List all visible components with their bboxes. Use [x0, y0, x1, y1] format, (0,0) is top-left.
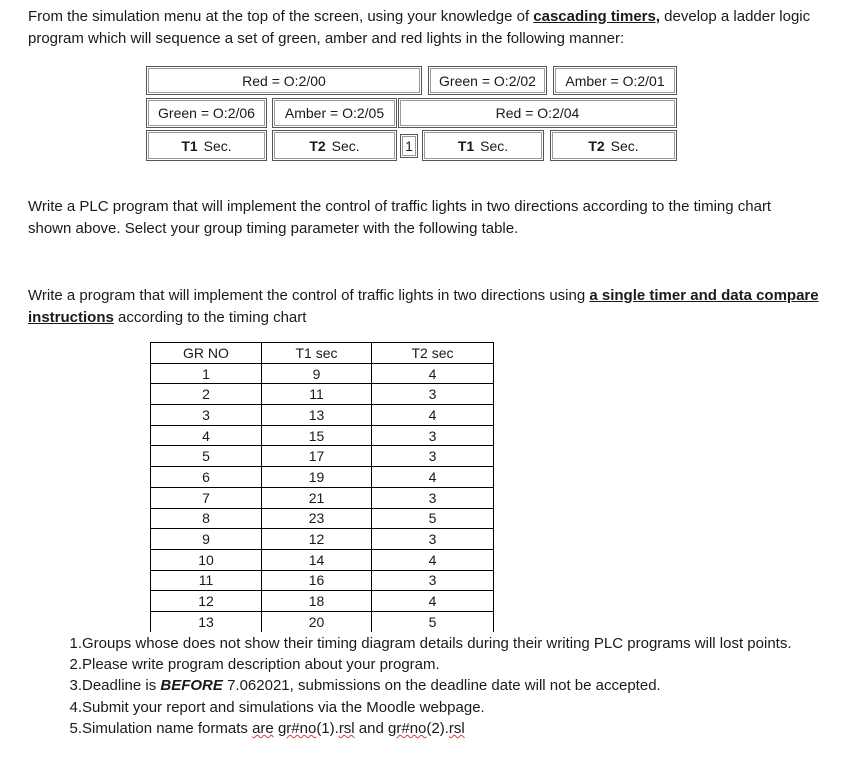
table-row	[151, 611, 494, 631]
cell-t1: 13	[262, 405, 372, 426]
task-line-1: Write a PLC program that will implement the control of traffic lights in two directions according to the timing chart	[28, 198, 772, 215]
row3-t1-b	[422, 130, 544, 161]
row3-t2-a	[272, 130, 397, 161]
group-timing-table	[150, 342, 494, 632]
cell-t2: 4	[372, 549, 494, 570]
before-emphasis: BEFORE	[160, 677, 223, 695]
note-2	[28, 654, 792, 675]
cell-t1: 23	[262, 508, 372, 529]
cell-t1: 16	[262, 570, 372, 591]
header-gr-no: GR NO	[151, 343, 262, 364]
cell-gr-no: 12	[151, 591, 262, 612]
task2-line-1	[28, 285, 819, 307]
note-text: Simulation name formats	[82, 719, 253, 737]
table-row	[151, 384, 494, 405]
t2-label: T2	[588, 137, 605, 154]
header-t1: T1 sec	[262, 343, 372, 364]
task2-line-2	[28, 307, 819, 329]
cell-gr-no: 2	[151, 384, 262, 405]
cell-t1: 9	[262, 363, 372, 384]
cell-t1: 18	[262, 591, 372, 612]
cell-gr-no: 9	[151, 529, 262, 550]
cell-t1: 11	[262, 384, 372, 405]
row2-red: Red = O:2/04	[398, 98, 677, 128]
table-row	[151, 487, 494, 508]
table-row	[151, 405, 494, 426]
row3-t2-b	[550, 130, 677, 161]
table-row	[151, 549, 494, 570]
cell-t1: 14	[262, 549, 372, 570]
cell-t2: 3	[372, 570, 494, 591]
notes-list	[28, 633, 792, 739]
cell-t1: 12	[262, 529, 372, 550]
t1-label: T1	[181, 137, 198, 154]
row1-green: Green = O:2/02	[428, 66, 547, 95]
note-number: 2.	[69, 656, 82, 674]
note-text: Deadline is	[82, 677, 161, 695]
cell-gr-no: 1	[151, 363, 262, 384]
cell-t2: 5	[372, 508, 494, 529]
t2-label: T2	[309, 137, 326, 154]
task-paragraph-2	[28, 285, 819, 329]
row2-green: Green = O:2/06	[146, 98, 267, 128]
word-and: and	[354, 719, 389, 737]
note-number: 3.	[69, 677, 82, 695]
table-row	[151, 570, 494, 591]
cell-gr-no: 7	[151, 487, 262, 508]
row1-red: Red = O:2/00	[146, 66, 422, 95]
task-paragraph-1	[28, 196, 771, 240]
task2-text-2: according to the timing chart	[113, 309, 307, 326]
cell-t1: 21	[262, 487, 372, 508]
intro-paragraph	[28, 6, 810, 50]
single-timer-emphasis: a single timer and data compare	[589, 287, 819, 304]
cell-gr-no: 8	[151, 508, 262, 529]
cell-t2: 4	[372, 467, 494, 488]
table-row	[151, 591, 494, 612]
cell-t2: 3	[372, 384, 494, 405]
filename-2-ext: rsl	[448, 719, 465, 737]
note-text: Submit your report and simulations via the Moodle webpage.	[82, 698, 485, 716]
intro-line-2: program which will sequence a set of green, amber and red lights in the following manner:	[28, 30, 625, 47]
cell-t1: 17	[262, 446, 372, 467]
table-row	[151, 529, 494, 550]
cell-t1: 15	[262, 425, 372, 446]
cell-t1: 19	[262, 467, 372, 488]
sec-label: Sec.	[203, 137, 232, 154]
table-row	[151, 425, 494, 446]
note-number: 1.	[69, 635, 82, 652]
t1-label: T1	[457, 137, 475, 154]
cell-gr-no: 5	[151, 446, 262, 467]
intro-line-1	[28, 6, 810, 28]
cell-t2: 4	[372, 405, 494, 426]
filename-1-ext: rsl	[338, 719, 355, 737]
cell-t2: 4	[372, 363, 494, 384]
row3-t1-a	[146, 130, 267, 161]
task-line-2: shown above. Select your group timing parameter with the following table.	[28, 220, 519, 237]
cell-t1: 20	[262, 611, 372, 631]
sec-label: Sec.	[610, 137, 639, 154]
note-text-2: 7.062021, submissions on the deadline date will not be accepted.	[222, 677, 661, 695]
row3-one: 1	[400, 134, 418, 158]
filename-2-stem: gr#no	[388, 719, 427, 737]
table-row	[151, 467, 494, 488]
cell-t2: 3	[372, 529, 494, 550]
cell-gr-no: 4	[151, 425, 262, 446]
cell-gr-no: 3	[151, 405, 262, 426]
note-4	[28, 697, 792, 718]
cell-gr-no: 10	[151, 549, 262, 570]
cell-t2: 4	[372, 591, 494, 612]
cascading-timers-emphasis: cascading timers,	[533, 8, 661, 25]
note-text: Groups whose does not show their timing diagram details during their writing PLC programs will lost points.	[82, 635, 792, 652]
row1-amber: Amber = O:2/01	[553, 66, 677, 95]
row2-amber: Amber = O:2/05	[272, 98, 397, 128]
header-t2: T2 sec	[372, 343, 494, 364]
table-header-row	[151, 343, 494, 364]
note-3	[28, 675, 792, 696]
note-number: 5.	[69, 719, 82, 737]
cell-gr-no: 11	[151, 570, 262, 591]
instructions-emphasis: instructions	[28, 309, 114, 326]
note-number: 4.	[69, 698, 82, 716]
note-5	[28, 718, 792, 739]
table-row	[151, 363, 494, 384]
word-are: are	[252, 719, 274, 737]
filename-1-stem: gr#no	[277, 719, 317, 737]
filename-2-suffix: (2).	[426, 719, 449, 737]
intro-text: From the simulation menu at the top of the screen, using your knowledge of	[28, 8, 534, 25]
filename-1-suffix: (1).	[316, 719, 339, 737]
cell-gr-no: 6	[151, 467, 262, 488]
table-row	[151, 508, 494, 529]
cell-t2: 5	[372, 611, 494, 631]
intro-text-2: develop a ladder logic	[660, 8, 811, 25]
table-row	[151, 446, 494, 467]
cell-t2: 3	[372, 487, 494, 508]
sec-label: Sec.	[480, 137, 509, 154]
task2-text: Write a program that will implement the control of traffic lights in two directions using	[28, 287, 590, 304]
cell-gr-no: 13	[151, 611, 262, 631]
note-text: Please write program description about your program.	[82, 656, 440, 674]
sec-label: Sec.	[331, 137, 360, 154]
cell-t2: 3	[372, 446, 494, 467]
cell-t2: 3	[372, 425, 494, 446]
note-1	[28, 633, 792, 654]
